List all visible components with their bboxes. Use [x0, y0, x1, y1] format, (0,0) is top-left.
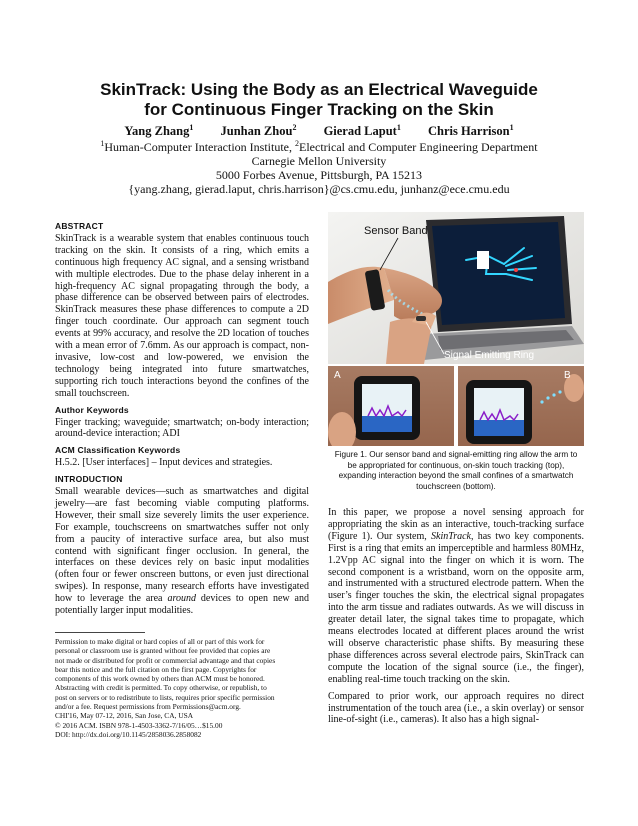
keywords-heading: Author Keywords: [55, 404, 129, 415]
university: Carnegie Mellon University: [251, 154, 387, 168]
label-b: B: [564, 370, 571, 381]
introduction-heading: INTRODUCTION: [55, 474, 123, 485]
abstract-heading: ABSTRACT: [55, 221, 104, 231]
affiliation-block: [20, 140, 618, 196]
acm-heading: ACM Classification Keywords: [55, 445, 181, 456]
body-paragraph-2: Compared to prior work, our approach requires no direct instrumentation of the touch area (i.e., a skin overlay) or sensor line-of-sight (i.e., cameras). It also has a high signal-: [328, 690, 584, 726]
author: Junhan Zhou$^2$: [220, 122, 297, 138]
copyright-divider: [55, 632, 145, 633]
laptop: [424, 216, 584, 360]
label-a: A: [334, 370, 341, 381]
author-list: [40, 124, 598, 139]
title-line-1: SkinTrack: Using the Body as an Electrical Waveguide: [100, 80, 538, 99]
signal-ring-label: Signal Emitting Ring: [444, 350, 535, 361]
ring: [416, 316, 426, 321]
institutes: $^1$Human-Computer Interaction Institute, $^2$Electrical and Computer Engineering Department: [100, 139, 538, 154]
sensor-band-label: Sensor Band: [364, 225, 428, 237]
left-column: [55, 221, 309, 617]
photo-b: [458, 366, 584, 446]
right-column: [328, 507, 584, 726]
figure-1: [328, 212, 584, 446]
top-photo: [328, 212, 584, 364]
address: 5000 Forbes Avenue, Pittsburgh, PA 15213: [215, 168, 423, 182]
emails: {yang.zhang, gierad.laput, chris.harrison}@cs.cmu.edu, junhanz@ece.cmu.edu: [128, 182, 510, 196]
title-line-2: for Continuous Finger Tracking on the Skin: [144, 100, 494, 119]
keywords-text: Finger tracking; waveguide; smartwatch; on-body interaction; around-device interaction; ADI: [55, 416, 309, 440]
abstract-text: SkinTrack is a wearable system that enables continuous touch tracking on the skin. It consists of a ring, which emits a continuous high frequency AC signal, and a sensing wristband with multiple electrodes. Due to the phase delay inherent in a high-frequency AC signal propagating through the body, a phase difference can be observed between pairs of electrodes. SkinTrack measures these phase differences to compute a 2D finger touch coordinate. Our approach can segment touch events at 99% accuracy, and resolve the 2D location of touches with a mean error of 7.6mm. As our approach is compact, non-invasive, low-cost and low-powered, we envision the technology being integrated into future smartwatches, supporting rich touch interactions beyond the confines of the small touchscreen.: [55, 232, 309, 399]
acm-text: H.5.2. [User interfaces] – Input devices and strategies.: [55, 457, 273, 469]
introduction-text: Small wearable devices—such as smartwatches and digital jewelry—are fast becoming viable computing platforms. However, their small size severely limits the user experience. For example, touchscreens on smartwatches suffer not only from a paucity of interactive surface area, but also must contend with significant finger occlusion. In general, the interfaces on these devices rely on basic input modalities (often four or fewer onscreen buttons, or even just directional swipes). In response, many research efforts have investigated how to leverage the area around devices to open new and potentially larger input modalities.: [55, 486, 309, 617]
photo-a: [328, 366, 454, 446]
author: Chris Harrison$^1$: [427, 122, 514, 138]
paper-title: [40, 80, 598, 120]
author: Yang Zhang$^1$: [124, 122, 194, 138]
figure-caption: Figure 1. Our sensor band and signal-emitting ring allow the arm to be appropriated for continuous, on-skin touch tracking (top), expanding interaction beyond the small confines of a smartwatch touchscreen (bottom).: [334, 450, 578, 491]
copyright-notice: Permission to make digital or hard copies of all or part of this work for personal or classroom use is granted without fee provided that copies are not made or distributed for profit or commercial advantage and that copies bear this notice and the full citation on the first page. Copyrights for components of this work owned by others than ACM must be honored. Abstracting with credit is permitted. To copy otherwise, or republish, to post on servers or to redistribute to lists, requires prior specific permission and/or a fee. Request permissions from Permissions@acm.org. CHI'16, May 07-12, 2016, San Jose, CA, USA © 2016 ACM. ISBN 978-1-4503-3362-7/16/05…$15.00 DOI: http://dx.doi.org/10.1145/2858036.2858082: [55, 637, 276, 739]
body-paragraph-1: In this paper, we propose a novel sensing approach for appropriating the skin as an interactive, touch-tracking surface (Figure 1). Our system, SkinTrack, has two key components. First is a ring that emits an imperceptible and harmless 80MHz, 1.2Vpp AC signal into the finger on which it is worn. The second component is a wristband, worn on the opposite arm, and instrumented with a structured electrode pattern. When the user’s finger touches the skin, the electrical signal propagates into the arm tissue and radiates outwards. As we will discuss in greater detail later, the signal takes time to propagate, which means electrodes located at different places around the wrist will observe characteristic phase shifts. By measuring these phase differences across several electrode pairs, SkinTrack can compute the location of the signal source (i.e., the finger), enabling real-time touch tracking on the skin.: [328, 507, 584, 685]
author: Gierad Laput$^1$: [323, 122, 401, 138]
